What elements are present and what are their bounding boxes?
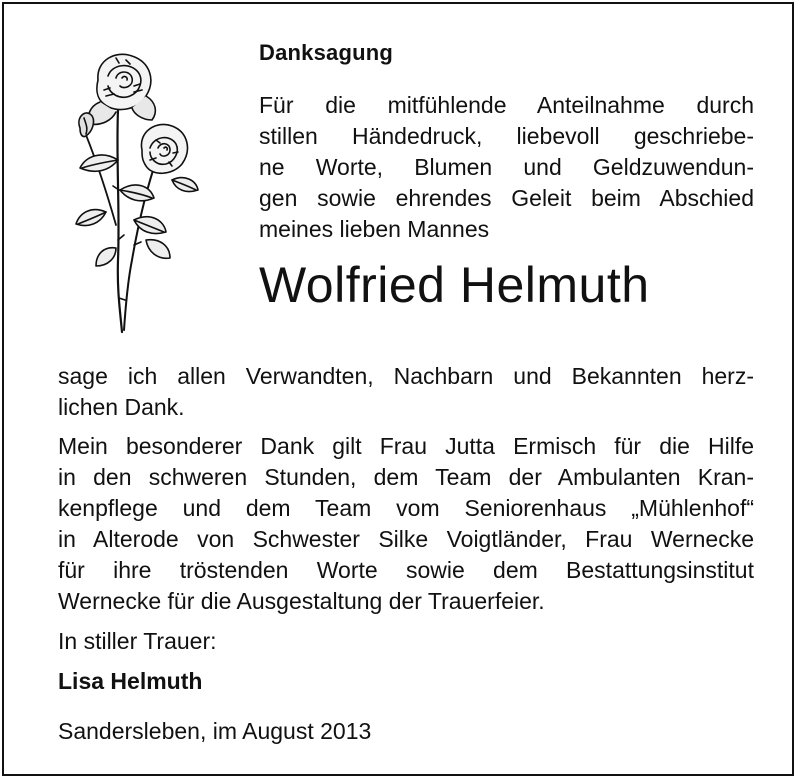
signer-name: Lisa Helmuth	[58, 668, 203, 694]
body-line: sage ich allen Verwandten, Nachbarn und Bekannten herz-	[58, 363, 754, 389]
intro-line: Für die mitfühlende Anteilnahme durch	[259, 92, 754, 118]
intro-line: stillen Händedruck, liebevoll geschriebe-	[259, 123, 754, 149]
closing-phrase: In stiller Trauer:	[58, 628, 217, 654]
body-line: in den schweren Stunden, dem Team der Ambulanten Kran-	[58, 464, 754, 490]
intro-line: ne Worte, Blumen und Geldzuwendun-	[259, 154, 754, 180]
body-line: lichen Dank.	[58, 394, 185, 420]
notice-heading: Danksagung	[259, 40, 394, 65]
place-date: Sandersleben, im August 2013	[58, 718, 372, 744]
rose-illustration	[46, 40, 206, 340]
body-text	[58, 361, 754, 617]
intro-text	[259, 90, 754, 245]
intro-line: gen sowie ehrendes Geleit beim Abschied	[259, 185, 754, 211]
notice-frame	[2, 2, 794, 776]
body-line: kenpflege und dem Team vom Seniorenhaus „Mühlenhof“	[58, 495, 754, 521]
body-line: in Alterode von Schwester Silke Voigtländer, Frau Wernecke	[58, 526, 754, 552]
intro-line: meines lieben Mannes	[259, 216, 490, 242]
body-line: Wernecke für die Ausgestaltung der Trauerfeier.	[58, 588, 545, 614]
body-line: Mein besonderer Dank gilt Frau Jutta Ermisch für die Hilfe	[58, 433, 754, 459]
body-line: für ihre tröstenden Worte sowie dem Bestattungsinstitut	[58, 557, 754, 583]
deceased-name: Wolfried Helmuth	[259, 257, 650, 313]
